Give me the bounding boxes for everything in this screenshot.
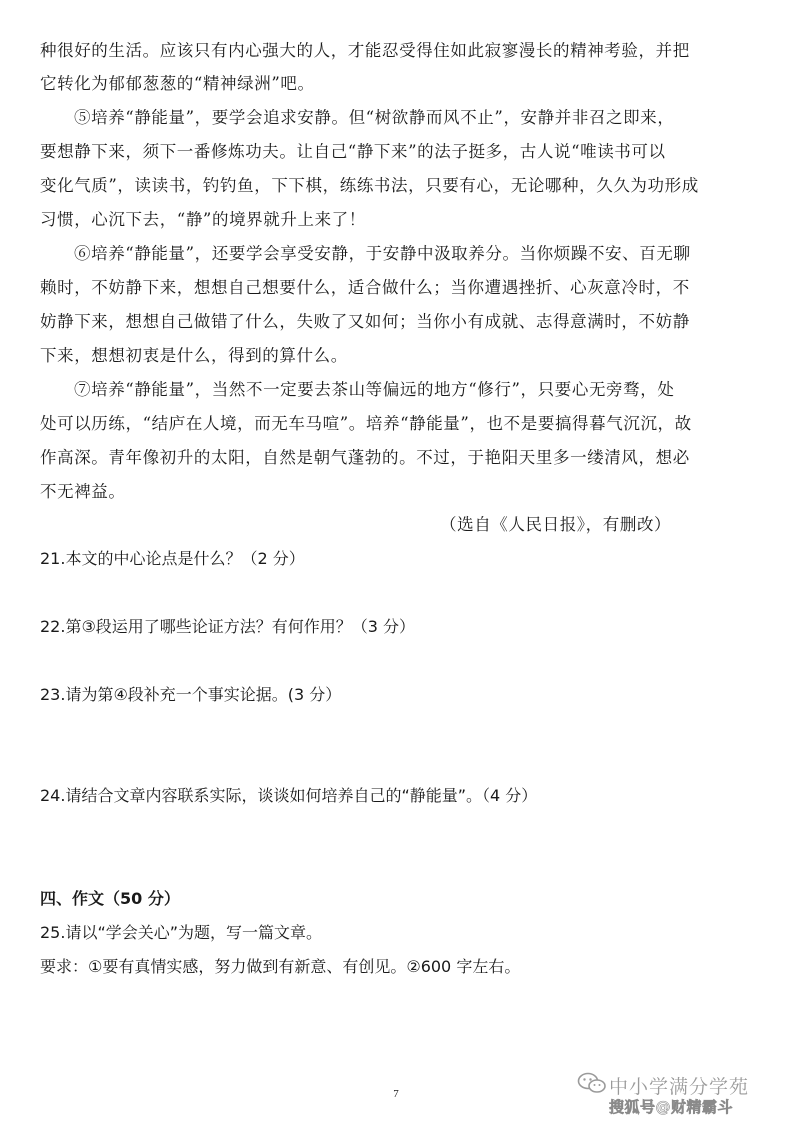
passage-line: 不无裨益。: [40, 482, 126, 501]
wechat-logo-icon: [577, 1072, 607, 1094]
passage-line: 处可以历练，“结庐在人境，而无车马喧”。培养“静能量”，也不是要搞得暮气沉沉，故: [40, 414, 692, 433]
question-24: 24.请结合文章内容联系实际，谈谈如何培养自己的“静能量”。（4 分）: [40, 786, 538, 805]
passage-line: 妨静下来，想想自己做错了什么，失败了又如何；当你小有成就、志得意满时，不妨静: [40, 312, 690, 331]
question-23: 23.请为第④段补充一个事实论据。(3 分）: [40, 685, 342, 704]
question-22: 22.第③段运用了哪些论证方法？有何作用？（3 分）: [40, 617, 416, 636]
passage-line: 赖时，不妨静下来，想想自己想要什么，适合做什么；当你遭遇挫折、心灰意冷时，不: [40, 278, 690, 297]
watermark-account: 搜狐号@财精霸斗: [609, 1098, 734, 1116]
question-21: 21.本文的中心论点是什么？（2 分）: [40, 549, 305, 568]
passage-source: （选自《人民日报》，有删改）: [440, 515, 672, 534]
passage-paragraph-5: ⑤培养“静能量”，要学会追求安静。但“树欲静而风不止”，安静并非召之即来，: [74, 108, 675, 127]
passage-line: 下来，想想初衷是什么，得到的算什么。: [40, 346, 348, 365]
watermark: [575, 1070, 775, 1118]
passage-paragraph-6: ⑥培养“静能量”，还要学会享受安静，于安静中汲取养分。当你烦躁不安、百无聊: [74, 244, 691, 263]
passage-line: 要想静下来，须下一番修炼功夫。让自己“静下来”的法子挺多，古人说“唯读书可以: [40, 142, 666, 161]
passage-line: 习惯，心沉下去，“静”的境界就升上来了！: [40, 210, 366, 229]
composition-heading: 四、作文（50 分）: [40, 889, 180, 908]
composition-prompt: 25.请以“学会关心”为题，写一篇文章。: [40, 923, 323, 942]
page-number: 7: [393, 1088, 399, 1100]
passage-line: 变化气质”，读读书，钓钓鱼，下下棋，练练书法，只要有心，无论哪种，久久为功形成: [40, 176, 699, 195]
composition-requirements: 要求：①要有真情实感，努力做到有新意、有创见。②600 字左右。: [40, 957, 521, 976]
watermark-title: 中小学满分学苑: [609, 1076, 750, 1098]
passage-line: 它转化为郁郁葱葱的“精神绿洲”吧。: [40, 74, 315, 93]
passage-line: 作高深。青年像初升的太阳，自然是朝气蓬勃的。不过，于艳阳天里多一缕清风，想必: [40, 448, 690, 467]
passage-line: 种很好的生活。应该只有内心强大的人，才能忍受得住如此寂寥漫长的精神考验，并把: [40, 41, 690, 60]
passage-paragraph-7: ⑦培养“静能量”，当然不一定要去茶山等偏远的地方“修行”，只要心无旁骛，处: [74, 380, 675, 399]
